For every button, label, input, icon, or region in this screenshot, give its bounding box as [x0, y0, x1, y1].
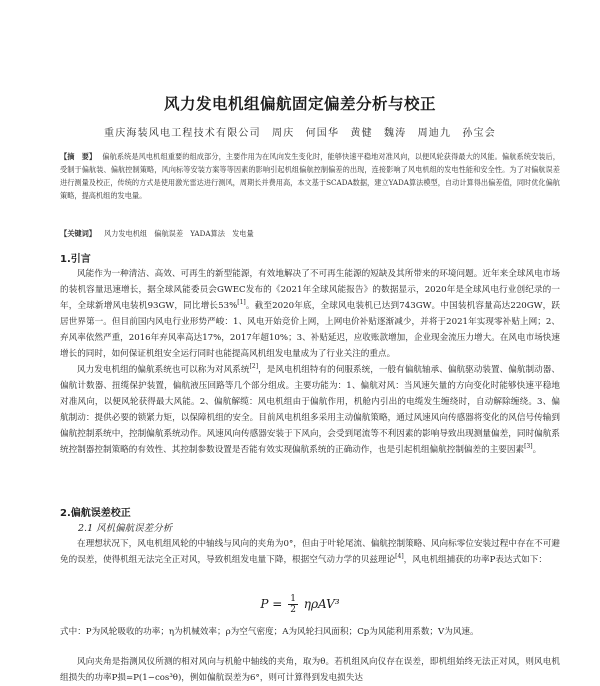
section-1-paragraph-2: [60, 362, 560, 458]
formula-rhs: ηρAV³: [303, 597, 340, 611]
paper-authors: 重庆海装风电工程技术有限公司 周庆 何国华 黄健 魏涛 周迪九 孙宝会: [104, 128, 496, 139]
s1p1-tail: 。截至2020年底，全球风电装机已达到743GW。中国装机容量高达220GW，跃居世界第一。但目前国内风电行业形势严峻：1、风电开始竞价上网，上网电价补贴逐渐减少，并将于2021年实现零补贴上网；2、弃风率依然严重，2016年弃风率高达17%，2017年超10%；3、补贴延迟，应收账款增加，企业现金流压力增大。在风电市场快速增长的同时，如何保证机组安全运行同时也能提高风机组发电量成为了行业关注的重点。: [60, 301, 560, 359]
s1p2-end: 。: [532, 445, 542, 455]
citation-2: [2]: [249, 363, 259, 371]
keywords-text: 风力发电机组 偏航误差 YADA算法 发电量: [103, 229, 254, 238]
section-2-paragraph-1: [60, 536, 560, 568]
section-1-paragraph-1: [60, 266, 560, 362]
keywords: [60, 228, 560, 240]
citation-4: [4]: [395, 553, 404, 561]
power-formula: [0, 594, 600, 615]
abstract: [60, 150, 560, 202]
subsection-2-1-heading: 2.1 风机偏航误差分析: [78, 523, 173, 534]
formula-legend: 式中：P为风轮吸收的功率；η为机械效率；ρ为空气密度；A为风轮扫风面积；Cp为风能利用系数；V为风速。: [60, 627, 479, 637]
citation-1: [1]: [237, 299, 246, 307]
formula-lhs: P =: [260, 597, 283, 611]
paper-title: 风力发电机组偏航固定偏差分析与校正: [163, 95, 436, 113]
abstract-tag: 【摘 要】: [60, 152, 97, 161]
section-2-heading: 2.偏航误差校正: [60, 508, 131, 519]
keywords-tag: 【关键词】: [60, 229, 96, 238]
formula-fraction: [288, 594, 298, 615]
s1p1-text: 风能作为一种清洁、高效、可再生的新型能源，有效地解决了不可再生能源的短缺及其所带来的环境问题。近年来全球风电市场的装机容量迅速增长，据全球风能委员会GWEC发布的《2021年全球风能报告》的数据显示，2020年是全球风电行业创纪录的一年，全球新增风电装机93GW，同比增长53%: [60, 269, 560, 311]
s1p2-tail: ，是风电机组特有的伺服系统，一般有偏航轴承、偏航驱动装置、偏航制动器、偏航计数器、扭缆保护装置，偏航液压回路等几个部分组成。主要功能为：1、偏航对风：当风速矢量的方向变化时能够快速平稳地对准风向，以便风轮获得最大风能。2、偏航解缆：风电机组由于偏航作用，机舱内引出的电缆发生缠绕时，自动解除缠绕。3、偏航制动：提供必要的锁紧力矩，以保障机组的安全。目前风电机组多采用主动偏航策略，通过风速风向传感器将变化的风信号传输到偏航控制系统中，控制偏航系统动作。风速风向传感器安装于下风向，会受到尾流等不利因素的影响导致出现测量偏差，同时偏航系统控制器控制策略的有效性、其控制参数设置是否能有效实现偏航系统的正确动作，也是引起机组偏航控制偏差的主要因素: [60, 365, 560, 455]
citation-3: [3]: [524, 443, 533, 451]
s2p1-text: 在理想状况下，风电机组风轮的中轴线与风向的夹角为0°，但由于叶轮尾流、偏航控制策略、风向标零位安装过程中存在不可避免的误差，使得机组无法完全正对风，导致机组发电量下降，根据空气动力学的贝兹理论: [60, 539, 560, 565]
formula-denominator: 2: [290, 605, 296, 615]
abstract-text: 偏航系统是风电机组重要的组成部分，主要作用为在风向发生变化时，能够快速平稳地对准风向，以便风轮获得最大的风能。偏航系统安装后，受制于偏航装、偏航控制策略，风向标等安装方案等等因素的影响引起机组偏航控制偏差的出现，连接影响了风电机组的发电性能和安全性。为了对偏航误差进行测量及校正，传统的方式是使用激光雷达进行测风，周期长并费用高，本文基于SCADA数据，建立YADA算法模型，自动计算得出偏差值，同时优化偏航策略，提高机组的发电量。: [60, 152, 560, 200]
formula-numerator: 1: [290, 594, 296, 604]
s2p1-tail: ，风电机组捕获的功率P表达式如下：: [403, 555, 547, 565]
section-1-heading: 1.引言: [60, 254, 91, 265]
s1p2-text: 风力发电机组的偏航系统也可以称为对风系统: [77, 365, 250, 375]
section-2-paragraph-2: 风向夹角是指测风仪所测的相对风向与机舱中轴线的夹角，取为θ。若机组风向仪存在误差，即机组始终无法正对风，则风电机组损失的功率P损=P(1−cos³θ)，例如偏航误差为6°，则可计算得到发电损失达: [60, 657, 560, 683]
